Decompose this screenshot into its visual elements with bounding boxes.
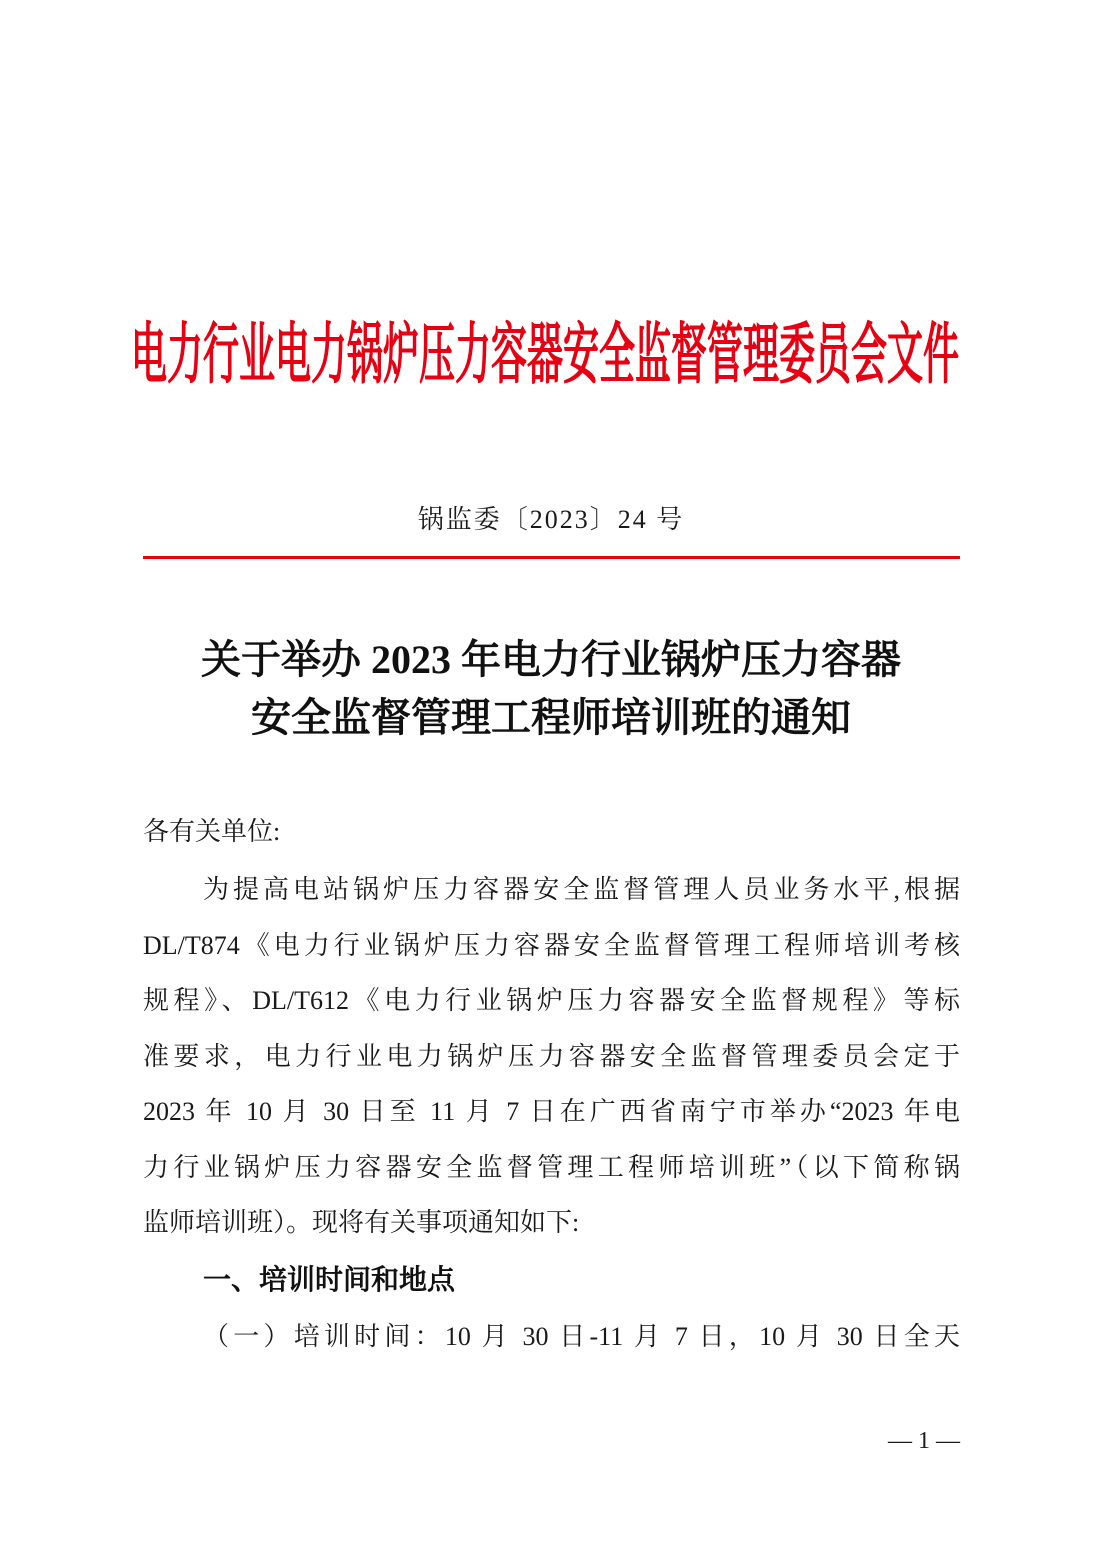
paragraph-line: 监师培训班）。现将有关事项通知如下: bbox=[143, 1208, 580, 1237]
notice-title-line-1: 关于举办 2023 年电力行业锅炉压力容器 bbox=[201, 637, 901, 682]
paragraph-line: 2023 年 10 月 30 日至 11 月 7 日在广西省南宁市举办“2023 年电 bbox=[143, 1097, 960, 1126]
paragraph-line: 力行业锅炉压力容器安全监督管理工程师培训班”（以下简称锅 bbox=[143, 1153, 960, 1182]
paragraph-line: 为提高电站锅炉压力容器安全监督管理人员业务水平,根据 bbox=[203, 875, 960, 904]
paragraph-line: 准要求，电力行业电力锅炉压力容器安全监督管理委员会定于 bbox=[143, 1042, 960, 1071]
salutation: 各有关单位: bbox=[143, 817, 281, 846]
section-item: （一）培训时间：10 月 30 日-11 月 7 日，10 月 30 日全天 bbox=[203, 1322, 960, 1351]
document-number: 锅监委〔2023〕24 号 bbox=[417, 505, 685, 534]
red-divider-line bbox=[143, 556, 960, 559]
section-heading: 一、培训时间和地点 bbox=[203, 1263, 456, 1296]
issuing-organization-header: 电力行业电力锅炉压力容器安全监督管理委员会文件 bbox=[130, 316, 959, 394]
paragraph-line: 规程》、DL/T612《电力行业锅炉压力容器安全监督规程》等标 bbox=[143, 986, 960, 1015]
notice-title-line-2: 安全监督管理工程师培训班的通知 bbox=[251, 695, 851, 740]
paragraph-line: DL/T874《电力行业锅炉压力容器安全监督管理工程师培训考核 bbox=[143, 931, 960, 960]
page-number: — 1 — bbox=[888, 1428, 960, 1454]
